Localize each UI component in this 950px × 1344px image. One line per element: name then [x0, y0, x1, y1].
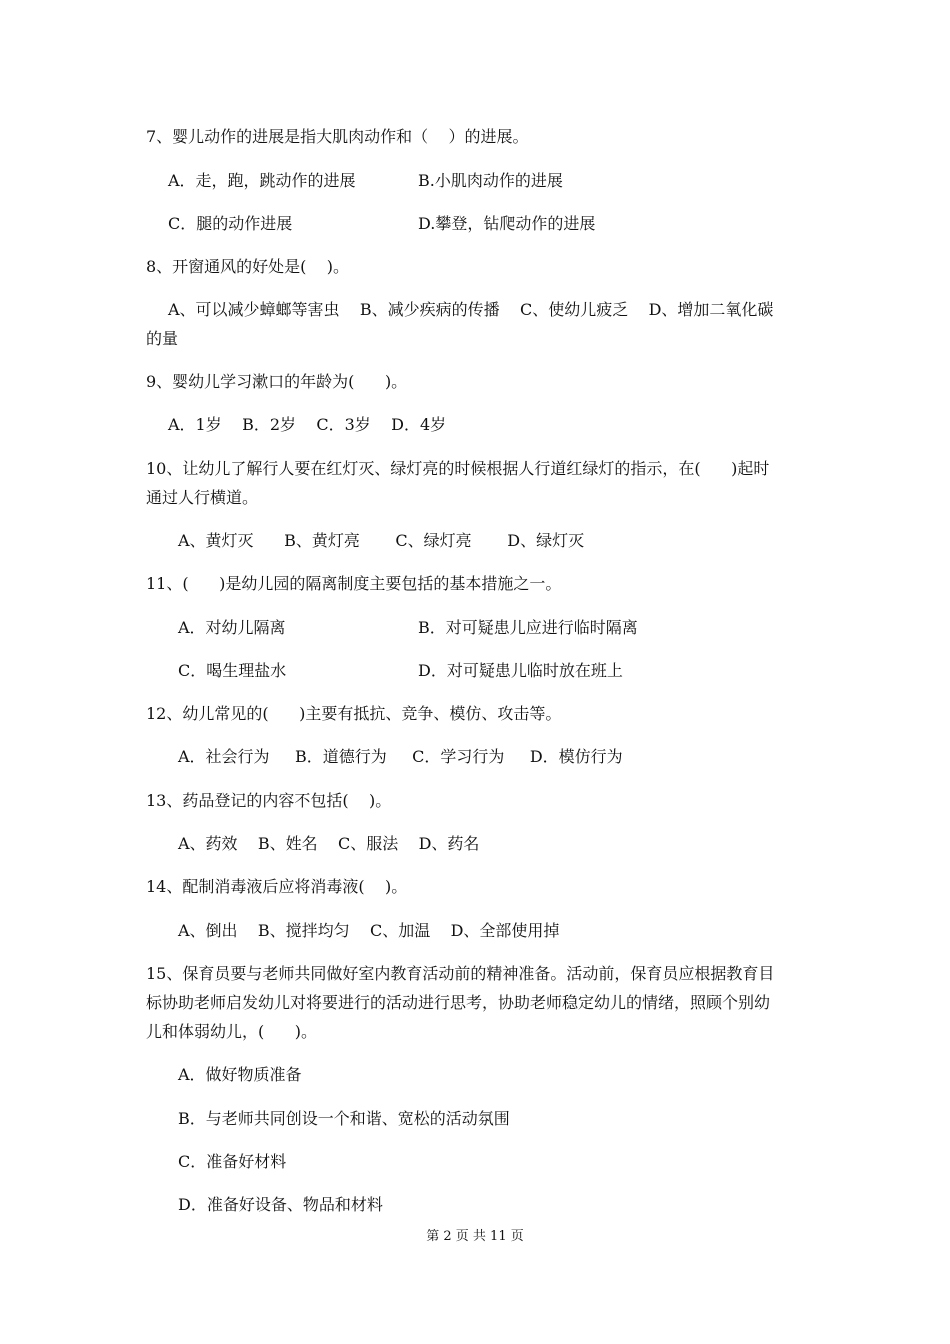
question-7-option-a: A．走，跑，跳动作的进展: [168, 171, 356, 190]
question-8-options: A、可以减少蟑螂等害虫 B、减少疾病的传播 C、使幼儿疲乏 D、增加二氧化碳: [168, 300, 774, 319]
question-7-stem: 7、婴儿动作的进展是指大肌肉动作和（ ）的进展。: [146, 127, 529, 146]
question-13-options: A、药效 B、姓名 C、服法 D、药名: [178, 834, 480, 853]
question-7-option-b: B.小肌肉动作的进展: [418, 171, 563, 190]
question-8-options-wrap: 的量: [146, 329, 179, 348]
question-11-option-a: A．对幼儿隔离: [178, 618, 286, 637]
question-11-option-d: D．对可疑患儿临时放在班上: [418, 661, 623, 680]
question-10-stem: 10、让幼儿了解行人要在红灯灭、绿灯亮的时候根据人行道红绿灯的指示，在( )起时: [146, 459, 770, 478]
question-15-option-a: A．做好物质准备: [178, 1065, 302, 1084]
question-15-option-b: B．与老师共同创设一个和谐、宽松的活动氛围: [178, 1109, 510, 1128]
question-9-stem: 9、婴幼儿学习漱口的年龄为( )。: [146, 372, 408, 391]
question-11-stem: 11、( )是幼儿园的隔离制度主要包括的基本措施之一。: [146, 574, 562, 593]
question-7-option-c: C．腿的动作进展: [168, 214, 293, 233]
question-10-stem-wrap: 通过人行横道。: [146, 488, 259, 507]
question-10-options: A、黄灯灭 B、黄灯亮 C、绿灯亮 D、绿灯灭: [178, 531, 585, 550]
question-11-option-b: B．对可疑患儿应进行临时隔离: [418, 618, 638, 637]
question-15-option-c: C．准备好材料: [178, 1152, 287, 1171]
question-14-stem: 14、配制消毒液后应将消毒液( )。: [146, 877, 408, 896]
question-15-option-d: D．准备好设备、物品和材料: [178, 1195, 383, 1214]
question-11-option-c: C．喝生理盐水: [178, 661, 287, 680]
question-13-stem: 13、药品登记的内容不包括( )。: [146, 791, 392, 810]
page-number-footer: 第 2 页 共 11 页: [426, 1229, 524, 1244]
question-8-stem: 8、开窗通风的好处是( )。: [146, 257, 350, 276]
question-12-options: A．社会行为 B．道德行为 C．学习行为 D．模仿行为: [178, 747, 623, 766]
question-15-stem-wrap-1: 标协助老师启发幼儿对将要进行的活动进行思考，协助老师稳定幼儿的情绪，照顾个别幼: [146, 993, 771, 1012]
question-15-stem-wrap-2: 儿和体弱幼儿，( )。: [146, 1022, 318, 1041]
question-9-options: A．1岁 B．2岁 C．3岁 D．4岁: [168, 415, 447, 434]
question-15-stem: 15、保育员要与老师共同做好室内教育活动前的精神准备。活动前，保育员应根据教育目: [146, 964, 775, 983]
question-12-stem: 12、幼儿常见的( )主要有抵抗、竞争、模仿、攻击等。: [146, 704, 562, 723]
question-14-options: A、倒出 B、搅拌均匀 C、加温 D、全部使用掉: [178, 921, 560, 940]
question-7-option-d: D.攀登，钻爬动作的进展: [418, 214, 596, 233]
